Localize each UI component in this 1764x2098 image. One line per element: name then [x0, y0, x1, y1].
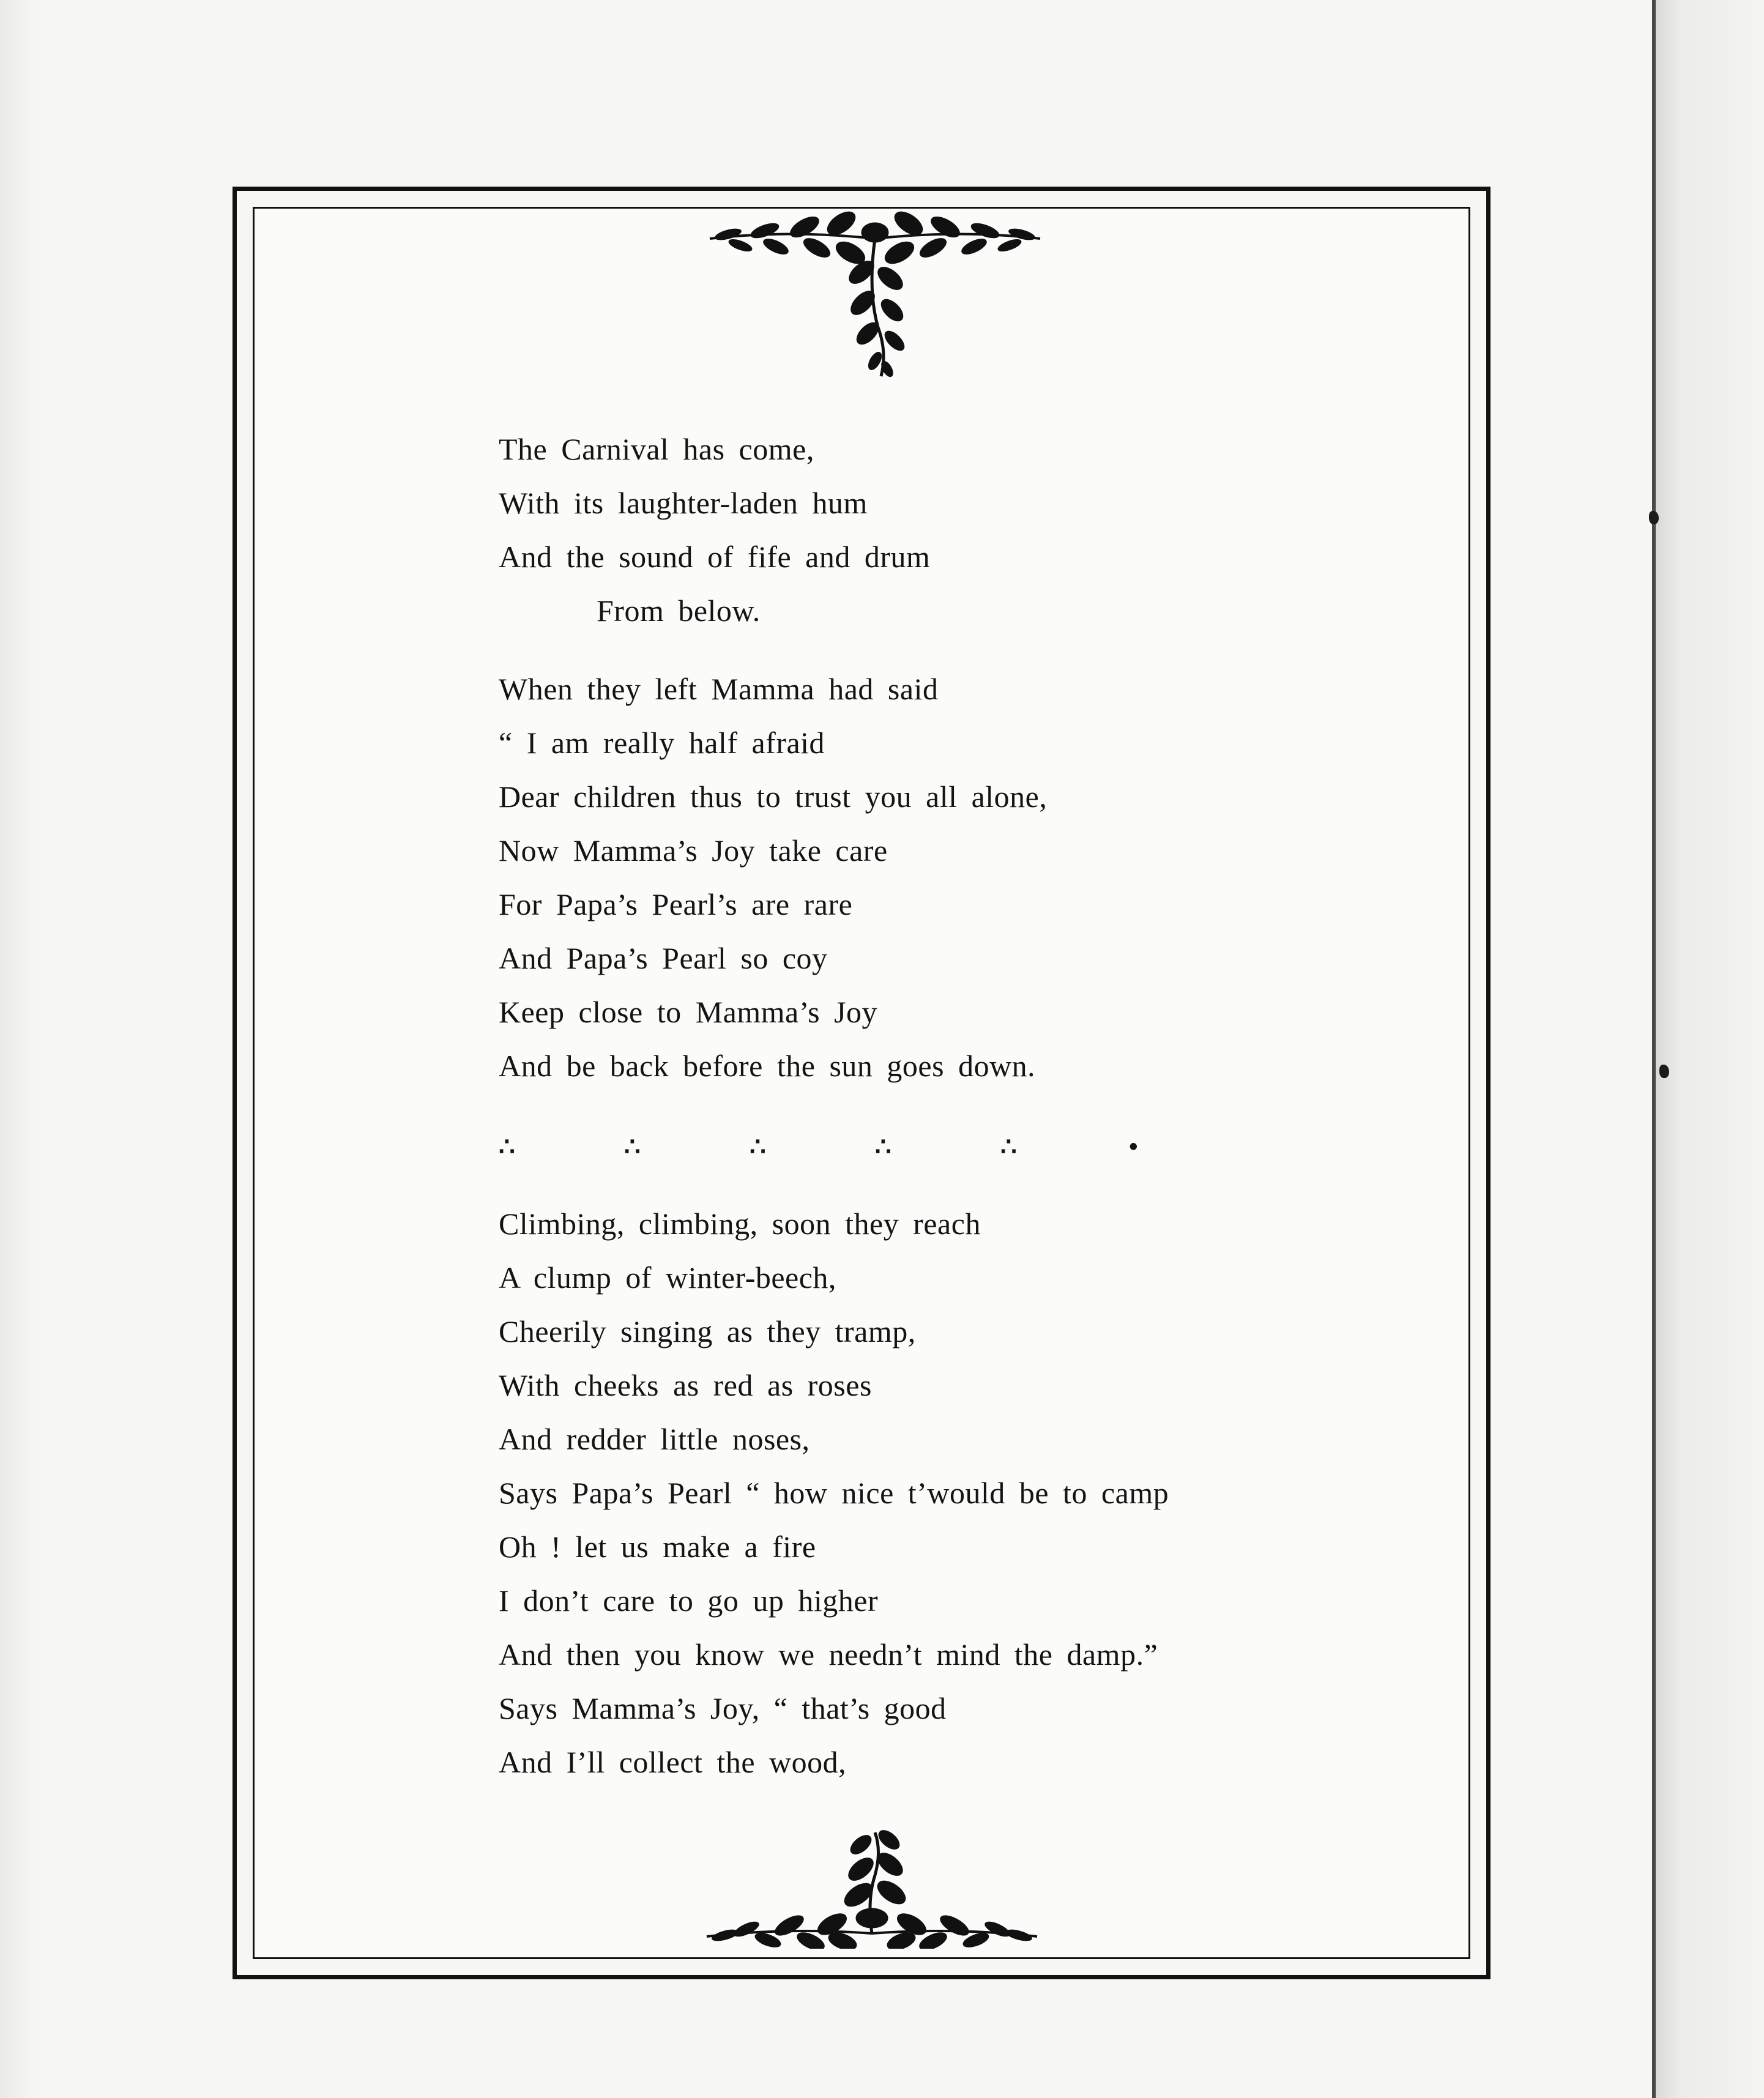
- poem-line: And then you know we needn’t mind the damp.”: [499, 1637, 1158, 1672]
- poem-line: A clump of winter-beech,: [499, 1260, 836, 1295]
- poem-line: Says Mamma’s Joy, “ that’s good: [499, 1691, 947, 1725]
- binding-edge: [1652, 0, 1656, 2098]
- separator-mark: ∴: [1000, 1133, 1017, 1161]
- stanza-separator: [499, 1117, 1355, 1172]
- separator-mark: ∴: [875, 1133, 891, 1161]
- poem-line: And the sound of fife and drum: [499, 540, 931, 574]
- poem-body: [499, 422, 1355, 1813]
- poem-line: When they left Mamma had said: [499, 672, 939, 706]
- poem-line: The Carnival has come,: [499, 432, 814, 466]
- poem-line: For Papa’s Pearl’s are rare: [499, 887, 853, 921]
- poem-line: With cheeks as red as roses: [499, 1368, 872, 1402]
- poem-line: And redder little noses,: [499, 1422, 810, 1456]
- poem-line: I don’t care to go up higher: [499, 1583, 879, 1618]
- poem-line: “ I am really half afraid: [499, 726, 825, 760]
- poem-line: Now Mamma’s Joy take care: [499, 833, 888, 868]
- stanza-3: [499, 1197, 1355, 1789]
- binding-mark: [1649, 511, 1659, 524]
- leaf-ornament-bottom-icon: [701, 1826, 1043, 1949]
- poem-line: Says Papa’s Pearl “ how nice t’would be to camp: [499, 1476, 1169, 1510]
- poem-line: From below.: [597, 593, 761, 628]
- poem-line: Climbing, climbing, soon they reach: [499, 1207, 981, 1241]
- stanza-1: [499, 422, 1355, 638]
- poem-line: Cheerily singing as they tramp,: [499, 1314, 916, 1348]
- leaf-ornament-top-icon: [704, 205, 1046, 382]
- page-edge-shadow: [1656, 0, 1764, 2098]
- poem-line: And I’ll collect the wood,: [499, 1745, 847, 1779]
- stanza-2: [499, 662, 1355, 1093]
- separator-mark: ∴: [750, 1133, 766, 1161]
- separator-mark: ∴: [499, 1133, 515, 1161]
- poem-line: Oh ! let us make a fire: [499, 1530, 816, 1564]
- poem-line: And be back before the sun goes down.: [499, 1049, 1036, 1083]
- binding-mark: [1659, 1065, 1669, 1078]
- poem-line: And Papa’s Pearl so coy: [499, 941, 828, 975]
- poem-line: Keep close to Mamma’s Joy: [499, 995, 878, 1029]
- separator-mark: ∴: [624, 1133, 641, 1161]
- poem-line: Dear children thus to trust you all alone,: [499, 779, 1048, 814]
- poem-line: With its laughter-laden hum: [499, 486, 868, 520]
- separator-mark: •: [1129, 1133, 1138, 1161]
